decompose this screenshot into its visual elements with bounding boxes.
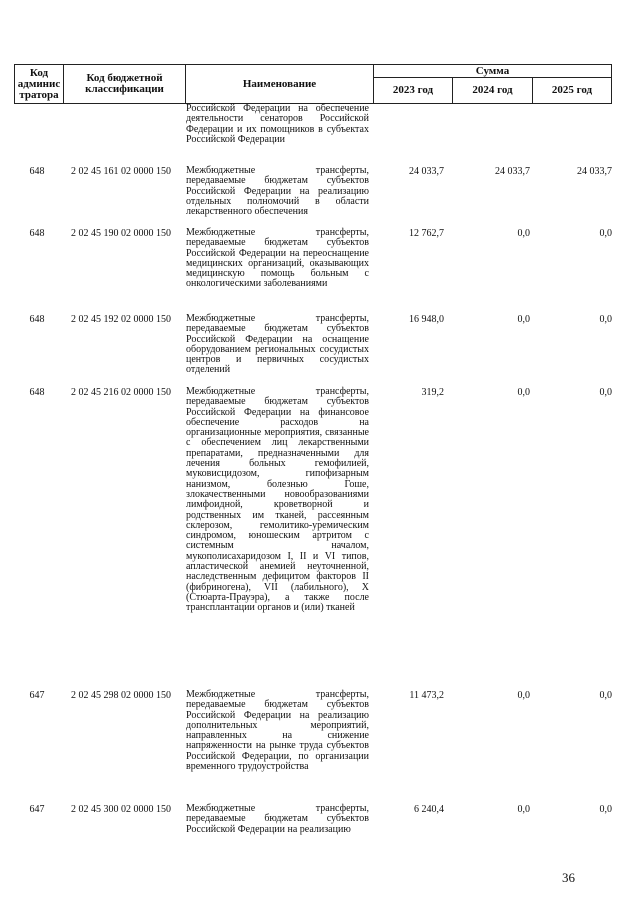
row-budget-code: 2 02 45 216 02 0000 150 xyxy=(71,387,171,398)
header-name: Наименование xyxy=(185,64,374,104)
row-name: Межбюджетные трансферты, передаваемые бюджетам субъектов Российской Федерации на реализацию дополнительных мероприятий, направленных на снижение напряженности на рынке труда субъектов Российской Федерации, по организации временного трудоустройства xyxy=(186,689,369,773)
header-year-2024: 2024 год xyxy=(452,77,533,104)
row-budget-code: 2 02 45 192 02 0000 150 xyxy=(71,314,171,325)
row-budget-code: 2 02 45 190 02 0000 150 xyxy=(71,228,171,239)
header-admin-code-line1: Код xyxy=(29,66,49,79)
row-sum-2025: 0,0 xyxy=(599,804,612,815)
row-sum-2024: 0,0 xyxy=(517,804,530,815)
row-sum-2024: 0,0 xyxy=(517,387,530,398)
row-sum-2023: 6 240,4 xyxy=(414,804,444,815)
row-admin-code: 648 xyxy=(29,314,45,325)
row-budget-code: 2 02 45 298 02 0000 150 xyxy=(71,690,171,701)
row-sum-2024: 0,0 xyxy=(517,690,530,701)
header-year-2025: 2025 год xyxy=(532,77,612,104)
row-name: Межбюджетные трансферты, передаваемые бюджетам субъектов Российской Федерации на финансовое обеспечение расходов на организационные мероприятия, связанные с обеспечением лиц лекарственными препаратами, предназначенными для лечения больных гемофилией, муковисцидозом, гипофизарным нанизмом, болезнью Гоше, злокачественными новообразованиями лимфоидной, кроветворной и родственных им тканей, рассеянным склерозом, гемолитико-уремическим синдромом, юношеским артритом с системным началом, мукополисахаридозом I, II и VI типов, апластической анемией неуточненной, наследственным дефицитом факторов II (фибриногена), VII (лабильного), X (Стюарта-Прауэра), а также после трансплантации органов и (или) тканей xyxy=(186,386,369,614)
row-sum-2024: 24 033,7 xyxy=(495,166,530,177)
row-admin-code: 647 xyxy=(29,690,45,701)
row-sum-2023: 12 762,7 xyxy=(409,228,444,239)
header-year-2023: 2023 год xyxy=(373,77,453,104)
row-name: Межбюджетные трансферты, передаваемые бюджетам субъектов Российской Федерации на реализацию xyxy=(186,803,369,835)
row-name: Межбюджетные трансферты, передаваемые бюджетам субъектов Российской Федерации на реализацию отдельных полномочий в области лекарственного обеспечения xyxy=(186,165,369,218)
page-number: 36 xyxy=(562,870,575,885)
row-admin-code: 648 xyxy=(29,166,45,177)
row-sum-2023: 16 948,0 xyxy=(409,314,444,325)
table-header xyxy=(14,64,612,104)
header-budget-code: Код бюджетной классификации xyxy=(63,64,186,104)
row-sum-2025: 0,0 xyxy=(599,314,612,325)
row-admin-code: 647 xyxy=(29,804,45,815)
row-sum-2024: 0,0 xyxy=(517,228,530,239)
row-sum-2023: 319,2 xyxy=(421,387,444,398)
row-budget-code: 2 02 45 161 02 0000 150 xyxy=(71,166,171,177)
row-budget-code: 2 02 45 300 02 0000 150 xyxy=(71,804,171,815)
row-name: Межбюджетные трансферты, передаваемые бюджетам субъектов Российской Федерации на оснащение оборудованием региональных сосудистых центров и первичных сосудистых отделений xyxy=(186,313,369,376)
row-admin-code: 648 xyxy=(29,387,45,398)
row-name: Межбюджетные трансферты, передаваемые бюджетам субъектов Российской Федерации на переоснащение медицинских организаций, оказывающих медицинскую помощь больным с онкологическими заболеваниями xyxy=(186,227,369,290)
row-admin-code: 648 xyxy=(29,228,45,239)
header-admin-code-line3: тратора xyxy=(19,88,59,101)
row-sum-2025: 0,0 xyxy=(599,228,612,239)
row-name: Российской Федерации на обеспечение деятельности сенаторов Российской Федерации и их помощников в субъектах Российской Федерации xyxy=(186,103,369,145)
header-admin-code-line2: админис xyxy=(17,77,61,90)
row-sum-2025: 24 033,7 xyxy=(577,166,612,177)
header-admin-code xyxy=(14,64,64,104)
header-sum: Сумма xyxy=(373,64,612,78)
row-sum-2023: 24 033,7 xyxy=(409,166,444,177)
row-sum-2023: 11 473,2 xyxy=(409,690,444,701)
row-sum-2025: 0,0 xyxy=(599,387,612,398)
row-sum-2024: 0,0 xyxy=(517,314,530,325)
row-sum-2025: 0,0 xyxy=(599,690,612,701)
